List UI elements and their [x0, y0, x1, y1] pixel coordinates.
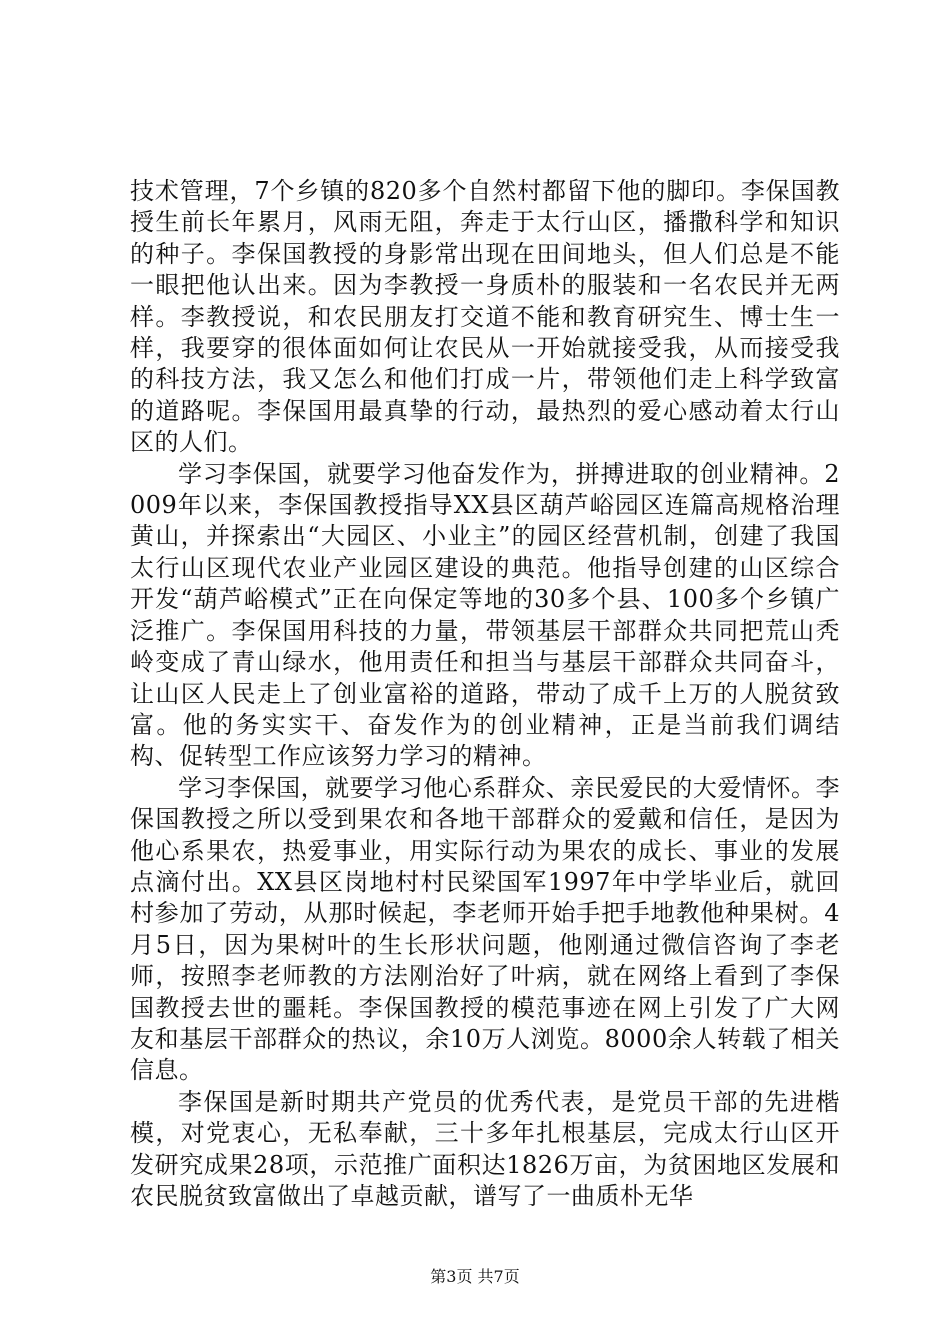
page-footer: 第3页 共7页	[430, 1267, 520, 1286]
document-body	[130, 176, 840, 1212]
paragraph-2: 学习李保国，就要学习他奋发作为，拼搏进取的创业精神。2009年以来，李保国教授指导XX县区葫芦峪园区连篇高规格治理黄山，并探索出“大园区、小业主”的园区经营机制，创建了我国太行山区现代农业产业园区建设的典范。他指导创建的山区综合开发“葫芦峪模式”正在向保定等地的30多个县、100多个乡镇广泛推广。李保国用科技的力量，带领基层干部群众共同把荒山秃岭变成了青山绿水，他用责任和担当与基层干部群众共同奋斗，让山区人民走上了创业富裕的道路，带动了成千上万的人脱贫致富。他的务实实干、奋发作为的创业精神，正是当前我们调结构、促转型工作应该努力学习的精神。	[130, 459, 840, 771]
paragraph-3: 学习李保国，就要学习他心系群众、亲民爱民的大爱情怀。李保国教授之所以受到果农和各地干部群众的爱戴和信任，是因为他心系果农，热爱事业，用实际行动为果农的成长、事业的发展点滴付出。XX县区岗地村村民梁国军1997年中学毕业后，就回村参加了劳动，从那时候起，李老师开始手把手地教他种果树。4月5日，因为果树叶的生长形状问题，他刚通过微信咨询了李老师，按照李老师教的方法刚治好了叶病，就在网络上看到了李保国教授去世的噩耗。李保国教授的模范事迹在网上引发了广大网友和基层干部群众的热议，余10万人浏览。8000余人转载了相关信息。	[130, 773, 840, 1085]
paragraph-1: 技术管理，7个乡镇的820多个自然村都留下他的脚印。李保国教授生前长年累月，风雨无阻，奔走于太行山区，播撒科学和知识的种子。李保国教授的身影常出现在田间地头，但人们总是不能一眼把他认出来。因为李教授一身质朴的服装和一名农民并无两样。李教授说，和农民朋友打交道不能和教育研究生、博士生一样，我要穿的很体面如何让农民从一开始就接受我，从而接受我的科技方法，我又怎么和他们打成一片，带领他们走上科学致富的道路呢。李保国用最真挚的行动，最热烈的爱心感动着太行山区的人们。	[130, 177, 840, 457]
paragraph-4: 李保国是新时期共产党员的优秀代表，是党员干部的先进楷模，对党衷心，无私奉献，三十多年扎根基层，完成太行山区开发研究成果28项，示范推广面积达1826万亩，为贫困地区发展和农民脱贫致富做出了卓越贡献，谱写了一曲质朴无华	[130, 1087, 840, 1210]
